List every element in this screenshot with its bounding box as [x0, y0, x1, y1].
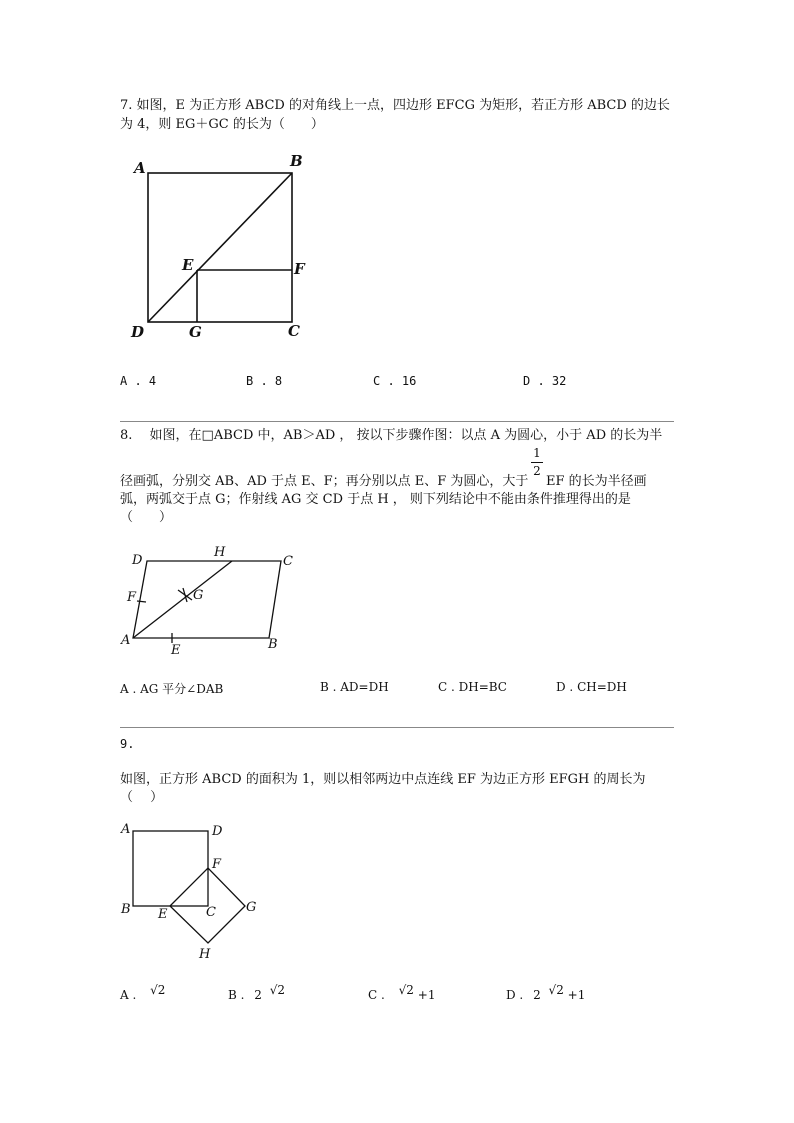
q8-text-line4: （ ）: [120, 510, 173, 525]
q8-option-a[interactable]: A . AG 平分∠DAB: [120, 682, 224, 696]
q7-option-c[interactable]: C . 16: [373, 374, 417, 388]
q9-label-b: B: [121, 902, 131, 917]
q9-option-c[interactable]: [368, 983, 436, 1002]
q8-text-line3: 弧，两弧交于点 G；作射线 AG 交 CD 于点 H ， 则下列结论中不能由条件推理得出的是: [120, 492, 631, 507]
q8-label-f: F: [127, 590, 137, 605]
q9-option-b-sqrt: √2: [269, 983, 286, 997]
q8-option-c[interactable]: C . DH=BC: [438, 680, 507, 694]
q9-option-a-prefix: A .: [120, 988, 137, 1002]
q7-option-a[interactable]: A . 4: [120, 374, 157, 388]
q7-square: [148, 173, 292, 322]
q8-arc-2: [183, 588, 187, 602]
q9-option-a-sqrt: √2: [150, 983, 166, 997]
q8-option-d[interactable]: D . CH=DH: [556, 680, 627, 694]
q9-label-c: C: [206, 905, 216, 920]
q9-option-d[interactable]: [506, 983, 586, 1002]
q7-label-a: A: [134, 159, 146, 177]
q9-option-a[interactable]: [120, 983, 166, 1002]
q8-arc-1: [178, 590, 192, 600]
q7-text-line2: 为 4，则 EG＋GC 的长为（ ）: [120, 117, 324, 132]
q7-label-f: F: [294, 260, 305, 278]
q8-label-b: B: [268, 637, 278, 652]
q8-ray-ag: [133, 561, 232, 638]
q8-fraction-bar: [531, 462, 543, 463]
q8-text-line1: 8. 如图，在□ABCD 中，AB＞AD ， 按以下步骤作图：以点 A 为圆心，小于 AD 的长为半: [120, 428, 663, 443]
q9-square-efgh: [170, 868, 245, 943]
q9-text-line1: 如图，正方形 ABCD 的面积为 1，则以相邻两边中点连线 EF 为边正方形 EFGH 的周长为: [120, 772, 646, 787]
q9-number: 9.: [120, 737, 135, 751]
q9-label-d: D: [212, 824, 223, 839]
q9-option-b[interactable]: [228, 983, 286, 1002]
q8-label-h: H: [214, 545, 226, 560]
q8-fraction-numerator: 1: [533, 446, 541, 460]
q8-label-d: D: [132, 553, 143, 568]
q9-label-f: F: [212, 857, 222, 872]
q8-label-a: A: [121, 633, 131, 648]
q8-label-c: C: [283, 554, 293, 569]
q7-diagonal: [148, 173, 292, 322]
q9-text-line2: （ ）: [120, 790, 164, 805]
q7-label-b: B: [290, 152, 303, 170]
q9-label-e: E: [158, 907, 168, 922]
q8-text-line2b: EF 的长为半径画: [546, 474, 647, 489]
q9-option-c-sqrt: √2: [398, 983, 414, 997]
divider-2: [120, 727, 674, 728]
q9-label-g: G: [246, 900, 257, 915]
q7-label-e: E: [182, 256, 194, 274]
q9-square-abcd: [133, 831, 208, 906]
q8-fraction-denominator: 2: [533, 464, 541, 478]
q8-label-e: E: [171, 643, 181, 658]
q9-option-d-coef: 2: [533, 988, 541, 1002]
q7-option-b[interactable]: B . 8: [246, 374, 283, 388]
q7-option-d[interactable]: D . 32: [523, 374, 567, 388]
q8-label-g: G: [193, 588, 204, 603]
divider-1: [120, 421, 674, 422]
q8-text-line2a: 径画弧，分别交 AB、AD 于点 E、F；再分别以点 E、F 为圆心，大于: [120, 474, 529, 489]
q9-option-b-prefix: B .: [228, 988, 245, 1002]
q7-label-c: C: [288, 322, 300, 340]
q9-label-a: A: [121, 822, 131, 837]
q7-text-line1: 7. 如图，E 为正方形 ABCD 的对角线上一点，四边形 EFCG 为矩形，若正方形 ABCD 的边长: [120, 98, 670, 113]
q8-parallelogram: [133, 561, 281, 638]
q9-option-c-suffix: +1: [417, 988, 436, 1002]
q9-option-c-prefix: C .: [368, 988, 385, 1002]
q8-tick-f: [137, 601, 146, 602]
q9-option-d-sqrt: √2: [548, 983, 564, 997]
q8-option-b[interactable]: B . AD=DH: [320, 680, 389, 694]
q9-label-h: H: [199, 947, 211, 962]
q9-option-d-suffix: +1: [567, 988, 586, 1002]
q7-label-d: D: [131, 323, 145, 341]
q9-option-d-prefix: D .: [506, 988, 524, 1002]
q9-option-b-coef: 2: [254, 988, 262, 1002]
q7-label-g: G: [189, 323, 202, 341]
